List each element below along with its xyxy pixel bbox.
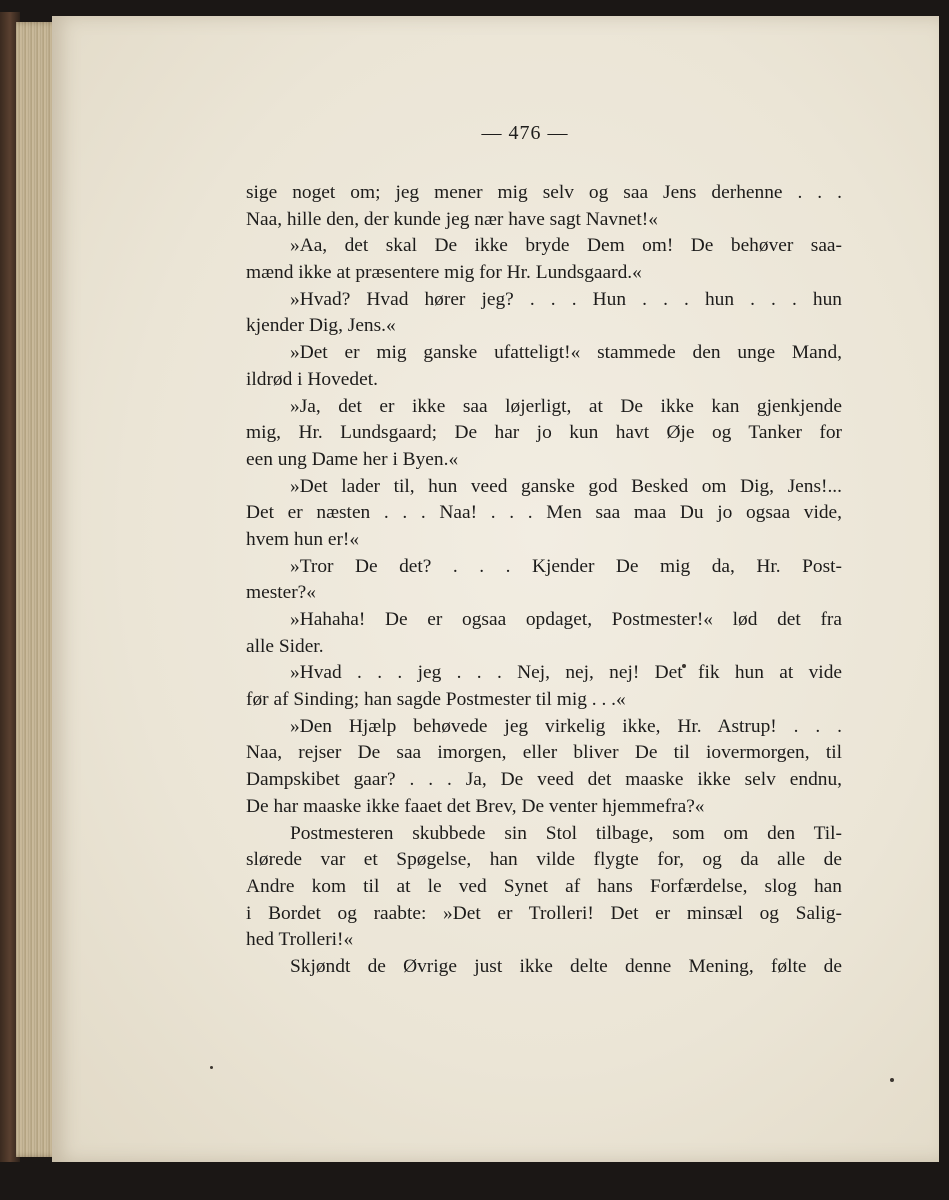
text-line: mig, Hr. Lundsgaard; De har jo kun havt Øje og Tanker for [246,422,842,444]
text-line: hvem hun er!« [246,528,360,550]
text-line: Naa, rejser De saa imorgen, eller bliver De til iovermorgen, til [246,742,842,764]
text-line: Det er næsten . . . Naa! . . . Men saa maa Du jo ogsaa vide, [246,502,842,524]
text-line: »Hahaha! De er ogsaa opdaget, Postmester!« lød det fra [290,609,842,630]
text-line: kjender Dig, Jens.« [246,315,396,337]
text-line: Dampskibet gaar? . . . Ja, De veed det maaske ikke selv endnu, [246,769,842,791]
text-line: een ung Dame her i Byen.« [246,448,459,470]
text-line: Postmesteren skubbede sin Stol tilbage, som om den Til- [290,822,842,844]
text-line: »Ja, det er ikke saa løjerligt, at De ikke kan gjenkjende [290,395,842,417]
text-line: Andre kom til at le ved Synet af hans Forfærdelse, slog han [246,875,842,897]
text-line: i Bordet og raabte: »Det er Trolleri! Det er minsæl og Salig- [246,902,842,924]
text-line: før af Sinding; han sagde Postmester til mig . . .« [246,689,626,711]
text-line: Skjøndt de Øvrige just ikke delte denne Mening, følte de [290,955,842,977]
text-line: mænd ikke at præsentere mig for Hr. Lundsgaard.« [246,262,642,284]
text-line: mester?« [246,582,316,604]
text-line: Naa, hille den, der kunde jeg nær have sagt Navnet!« [246,208,658,230]
paper-speck [210,1066,213,1069]
text-line: »Det er mig ganske ufatteligt!« stammede den unge Mand, [290,342,842,364]
body-text [246,180,842,981]
text-line: sige noget om; jeg mener mig selv og saa Jens derhenne . . . [246,182,842,203]
text-line: »Tror De det? . . . Kjender De mig da, Hr. Post- [290,555,842,577]
text-line: ildrød i Hovedet. [246,368,378,390]
paper-speck [890,1078,894,1082]
text-line: »Aa, det skal De ikke bryde Dem om! De behøver saa- [290,235,842,257]
text-line: »Den Hjælp behøvede jeg virkelig ikke, Hr. Astrup! . . . [290,715,842,737]
text-line: slørede var et Spøgelse, han vilde flygte for, og da alle de [246,849,842,871]
text-line: hed Trolleri!« [246,929,354,951]
text-line: alle Sider. [246,635,324,657]
text-line: De har maaske ikke faaet det Brev, De venter hjemmefra?« [246,795,705,817]
text-line: »Det lader til, hun veed ganske god Besked om Dig, Jens!... [290,475,842,497]
page-number: — 476 — [481,122,569,144]
text-line: »Hvad . . . jeg . . . Nej, nej, nej! Det fik hun at vide [290,662,842,684]
text-line: »Hvad? Hvad hører jeg? . . . Hun . . . hun . . . hun [290,288,842,310]
